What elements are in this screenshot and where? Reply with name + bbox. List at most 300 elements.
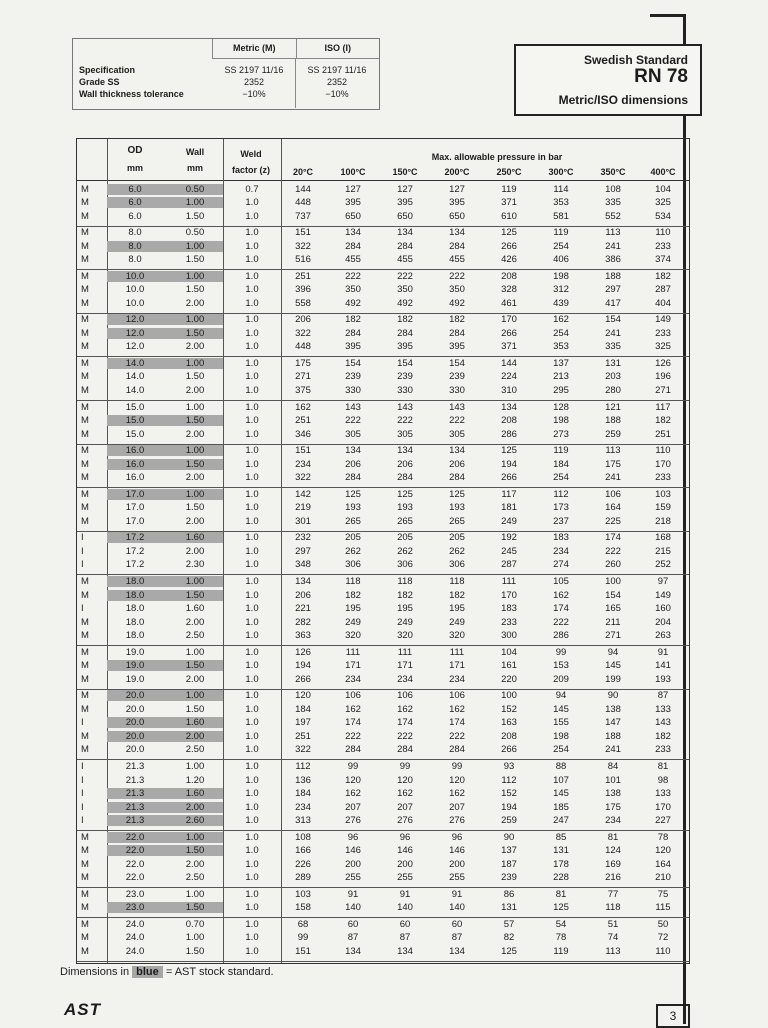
od-cell: 15.0	[125, 415, 145, 427]
pressure-cell: 287	[655, 284, 671, 296]
pressure-cell: 68	[297, 918, 309, 930]
pressure-cell: 110	[655, 227, 671, 239]
pressure-cell: 335	[605, 341, 621, 353]
type-cell: M	[81, 515, 89, 527]
pressure-cell: 184	[295, 788, 311, 800]
table-row	[77, 429, 689, 440]
pressure-cell: 91	[657, 646, 669, 658]
weld-factor-cell: 1.0	[245, 815, 259, 827]
pressure-cell: 106	[605, 488, 621, 500]
pressure-cell: 650	[345, 210, 361, 222]
pressure-cell: 241	[605, 327, 621, 339]
pressure-cell: 286	[501, 428, 517, 440]
pressure-cell: 194	[501, 801, 517, 813]
pressure-cell: 82	[503, 932, 515, 944]
pressure-cell: 166	[295, 845, 311, 857]
od-unit: mm	[126, 163, 143, 173]
pressure-cell: 194	[295, 660, 311, 672]
od-cell: 21.3	[125, 760, 145, 772]
pressure-cell: 125	[449, 488, 465, 500]
pressure-cell: 174	[345, 717, 361, 729]
pressure-cell: 113	[605, 445, 621, 457]
pressure-cell: 282	[295, 616, 311, 628]
pressure-cell: 234	[449, 673, 465, 685]
pressure-cell: 162	[295, 401, 311, 413]
pressure-cell: 151	[295, 227, 311, 239]
pressure-cell: 255	[449, 872, 465, 884]
footer-pre: Dimensions in	[60, 966, 130, 978]
pressure-cell: 164	[605, 502, 621, 514]
pressure-cell: 120	[345, 774, 361, 786]
pressure-cell: 90	[503, 831, 515, 843]
od-cell: 16.0	[125, 472, 145, 484]
type-cell: M	[81, 703, 89, 715]
type-cell: I	[81, 532, 84, 544]
weld-factor-cell: 1.0	[245, 744, 259, 756]
pressure-cell: 77	[607, 888, 619, 900]
pressure-cell: 87	[399, 932, 411, 944]
pressure-cell: 271	[605, 630, 621, 642]
pressure-cell: 233	[655, 744, 671, 756]
weld-factor-cell: 1.0	[245, 545, 259, 557]
pressure-cell: 251	[655, 428, 671, 440]
wall-cell: 1.50	[185, 902, 205, 914]
table-row	[77, 284, 689, 295]
pressure-cell: 266	[501, 472, 517, 484]
pressure-cell: 126	[295, 646, 311, 658]
footer-post: = AST stock standard.	[165, 966, 274, 978]
pressure-cell: 371	[501, 197, 517, 209]
pressure-cell: 221	[295, 603, 311, 615]
type-cell: M	[81, 284, 89, 296]
pressure-cell: 152	[501, 788, 517, 800]
pressure-cell: 262	[345, 545, 361, 557]
wall-cell: 2.50	[185, 630, 205, 642]
pressure-cell: 173	[553, 502, 569, 514]
table-row	[77, 872, 689, 883]
table-row	[77, 358, 689, 369]
pressure-cell: 203	[605, 371, 621, 383]
wall-cell: 1.00	[185, 760, 205, 772]
pressure-cell: 114	[553, 183, 569, 195]
pressure-cell: 162	[345, 788, 361, 800]
weld-factor-cell: 1.0	[245, 445, 259, 457]
pressure-cell: 170	[655, 801, 671, 813]
pressure-cell: 152	[501, 703, 517, 715]
pressure-cell: 120	[655, 845, 671, 857]
table-row	[77, 211, 689, 222]
pressure-cell: 162	[449, 788, 465, 800]
pressure-cell: 222	[605, 545, 621, 557]
weld-factor-cell: 1.0	[245, 270, 259, 282]
od-cell: 10.0	[125, 270, 145, 282]
pressure-cell: 106	[397, 690, 413, 702]
pressure-cell: 107	[553, 774, 569, 786]
pressure-cell: 87	[657, 690, 669, 702]
weld-header: Weld	[240, 149, 262, 159]
pressure-cell: 143	[655, 717, 671, 729]
pressure-cell: 101	[605, 774, 621, 786]
pressure-cell: 160	[655, 603, 671, 615]
pressure-cell: 145	[605, 660, 621, 672]
weld-factor-cell: 1.0	[245, 845, 259, 857]
od-cell: 24.0	[125, 945, 145, 957]
pressure-cell: 301	[295, 515, 311, 527]
pressure-cell: 162	[397, 788, 413, 800]
wall-cell: 1.00	[185, 401, 205, 413]
wall-cell: 1.50	[185, 502, 205, 514]
pressure-cell: 266	[501, 327, 517, 339]
od-cell: 8.0	[128, 240, 142, 252]
pressure-cell: 154	[345, 357, 361, 369]
table-row	[77, 532, 689, 543]
od-cell: 21.3	[125, 788, 145, 800]
weld-factor-cell: 1.0	[245, 210, 259, 222]
od-cell: 22.0	[125, 831, 145, 843]
type-cell: M	[81, 872, 89, 884]
pressure-cell: 455	[397, 254, 413, 266]
table-row	[77, 946, 689, 957]
pressure-cell: 276	[449, 815, 465, 827]
size-group	[77, 269, 689, 314]
type-cell: I	[81, 815, 84, 827]
pressure-cell: 197	[295, 717, 311, 729]
pressure-cell: 306	[397, 559, 413, 571]
pressure-cell: 144	[295, 183, 311, 195]
wall-cell: 2.30	[185, 559, 205, 571]
pressure-cell: 119	[553, 445, 569, 457]
pressure-cell: 234	[295, 801, 311, 813]
pressure-cell: 183	[501, 603, 517, 615]
pressure-cell: 265	[449, 515, 465, 527]
pressure-cell: 233	[655, 240, 671, 252]
type-cell: M	[81, 932, 89, 944]
table-row	[77, 647, 689, 658]
pressure-cell: 198	[553, 730, 569, 742]
weld-factor-cell: 1.0	[245, 472, 259, 484]
pressure-cell: 284	[449, 472, 465, 484]
pressure-cell: 162	[449, 703, 465, 715]
pressure-cell: 188	[605, 270, 621, 282]
table-row	[77, 660, 689, 671]
table-row	[77, 415, 689, 426]
grade-label: Grade SS	[79, 77, 120, 87]
pressure-cell: 322	[295, 472, 311, 484]
pressure-cell: 271	[295, 371, 311, 383]
table-row	[77, 546, 689, 557]
type-cell: M	[81, 428, 89, 440]
od-cell: 21.3	[125, 815, 145, 827]
wall-cell: 1.50	[185, 284, 205, 296]
pressure-cell: 193	[449, 502, 465, 514]
od-cell: 19.0	[125, 673, 145, 685]
pressure-cell: 208	[501, 730, 517, 742]
type-cell: M	[81, 902, 89, 914]
pressure-cell: 284	[397, 327, 413, 339]
pressure-cell: 112	[553, 488, 569, 500]
wall-cell: 1.60	[185, 603, 205, 615]
od-cell: 10.0	[125, 284, 145, 296]
wall-cell: 1.50	[185, 660, 205, 672]
table-row	[77, 617, 689, 628]
pressure-cell: 195	[345, 603, 361, 615]
type-cell: M	[81, 630, 89, 642]
pressure-cell: 60	[399, 918, 411, 930]
pressure-cell: 492	[397, 297, 413, 309]
spec-labels	[79, 64, 184, 100]
pressure-cell: 153	[553, 660, 569, 672]
pressure-cell: 375	[295, 385, 311, 396]
pressure-cell: 206	[295, 589, 311, 601]
pressure-cell: 154	[449, 357, 465, 369]
wall-cell: 1.50	[185, 945, 205, 957]
pressure-cell: 187	[501, 858, 517, 870]
weld-factor-cell: 1.0	[245, 254, 259, 266]
type-cell: M	[81, 744, 89, 756]
pressure-cell: 222	[345, 730, 361, 742]
od-cell: 15.0	[125, 401, 145, 413]
od-cell: 8.0	[128, 254, 142, 266]
pressure-cell: 182	[655, 270, 671, 282]
iso-spec: SS 2197 11/16	[307, 65, 367, 75]
od-cell: 18.0	[125, 603, 145, 615]
title-box	[514, 44, 702, 116]
pressure-cell: 143	[397, 401, 413, 413]
type-cell: I	[81, 603, 84, 615]
table-header	[77, 139, 689, 181]
size-group	[77, 313, 689, 358]
od-cell: 15.0	[125, 428, 145, 440]
pressure-cell: 169	[605, 858, 621, 870]
pressure-cell: 120	[295, 690, 311, 702]
type-cell: M	[81, 472, 89, 484]
pressure-cell: 119	[501, 183, 517, 195]
pressure-cell: 325	[655, 197, 671, 209]
type-cell: I	[81, 545, 84, 557]
pressure-cell: 328	[501, 284, 517, 296]
od-cell: 6.0	[128, 210, 142, 222]
weld-factor-cell: 1.0	[245, 589, 259, 601]
size-group	[77, 887, 689, 918]
wall-cell: 1.00	[185, 932, 205, 944]
pressure-cell: 225	[605, 515, 621, 527]
pressure-cell: 222	[553, 616, 569, 628]
size-group	[77, 531, 689, 576]
pressure-cell: 310	[501, 385, 517, 396]
wall-cell: 2.00	[185, 801, 205, 813]
pressure-cell: 91	[347, 888, 359, 900]
pressure-cell: 284	[345, 744, 361, 756]
weld-factor-cell: 1.0	[245, 616, 259, 628]
pressure-cell: 322	[295, 744, 311, 756]
weld-factor-cell: 1.0	[245, 673, 259, 685]
pressure-cell: 57	[503, 918, 515, 930]
pressure-cell: 312	[553, 284, 569, 296]
pressure-cell: 175	[295, 357, 311, 369]
type-cell: M	[81, 831, 89, 843]
weld-factor-cell: 1.0	[245, 341, 259, 353]
weld-factor-cell: 1.0	[245, 730, 259, 742]
wall-cell: 2.00	[185, 472, 205, 484]
weld-factor-cell: 1.0	[245, 357, 259, 369]
weld-factor-cell: 1.0	[245, 240, 259, 252]
wall-cell: 2.00	[185, 385, 205, 396]
type-cell: M	[81, 297, 89, 309]
pressure-cell: 127	[397, 183, 413, 195]
pressure-cell: 181	[501, 502, 517, 514]
pressure-cell: 260	[605, 559, 621, 571]
od-cell: 19.0	[125, 660, 145, 672]
pressure-cell: 91	[399, 888, 411, 900]
od-cell: 16.0	[125, 445, 145, 457]
weld-factor-cell: 1.0	[245, 488, 259, 500]
pressure-cell: 215	[655, 545, 671, 557]
pressure-cell: 213	[553, 371, 569, 383]
pressure-cell: 222	[397, 730, 413, 742]
pressure-cell: 284	[449, 327, 465, 339]
type-cell: M	[81, 270, 89, 282]
pressure-cell: 99	[297, 932, 309, 944]
pressure-cell: 93	[503, 760, 515, 772]
pressure-cell: 111	[449, 646, 465, 658]
pressure-cell: 117	[501, 488, 517, 500]
type-cell: M	[81, 502, 89, 514]
pressure-cell: 170	[501, 589, 517, 601]
wall-cell: 2.50	[185, 872, 205, 884]
pressure-cell: 178	[553, 858, 569, 870]
table-row	[77, 241, 689, 252]
pressure-cell: 305	[449, 428, 465, 440]
pressure-cell: 185	[553, 801, 569, 813]
pressure-cell: 118	[605, 902, 621, 914]
od-cell: 24.0	[125, 918, 145, 930]
weld-factor-cell: 1.0	[245, 515, 259, 527]
size-group	[77, 645, 689, 690]
wall-cell: 1.00	[185, 576, 205, 587]
pressure-cell: 417	[605, 297, 621, 309]
wall-cell: 1.50	[185, 845, 205, 857]
pressure-cell: 74	[607, 932, 619, 944]
pressure-cell: 182	[397, 589, 413, 601]
pressure-cell: 200	[345, 858, 361, 870]
pressure-cell: 234	[605, 815, 621, 827]
pressure-cell: 205	[345, 532, 361, 544]
size-group	[77, 759, 689, 831]
pressure-cell: 227	[655, 815, 671, 827]
table-row	[77, 402, 689, 413]
pressure-cell: 737	[295, 210, 311, 222]
footer-highlight: blue	[132, 966, 163, 978]
pressure-cell: 96	[347, 831, 359, 843]
pressure-cell: 149	[655, 589, 671, 601]
temp-header: 100°C	[340, 167, 366, 177]
pressure-cell: 134	[295, 576, 311, 587]
pressure-cell: 100	[605, 576, 621, 587]
pressure-cell: 134	[345, 445, 361, 457]
spec-table	[72, 38, 380, 110]
wall-cell: 1.00	[185, 488, 205, 500]
od-cell: 12.0	[125, 341, 145, 353]
metric-header: Metric (M)	[212, 39, 297, 58]
type-cell: M	[81, 371, 89, 383]
od-cell: 14.0	[125, 371, 145, 383]
table-row	[77, 559, 689, 570]
pressure-cell: 145	[553, 788, 569, 800]
iso-header: ISO (I)	[324, 43, 351, 53]
temp-header: 250°C	[496, 167, 522, 177]
pressure-cell: 224	[501, 371, 517, 383]
wall-cell: 1.00	[185, 690, 205, 702]
pressure-cell: 455	[449, 254, 465, 266]
pressure-cell: 75	[657, 888, 669, 900]
od-cell: 17.2	[125, 545, 145, 557]
pressure-cell: 363	[295, 630, 311, 642]
pressure-cell: 162	[553, 314, 569, 326]
table-row	[77, 859, 689, 870]
pressure-cell: 131	[605, 357, 621, 369]
pressure-cell: 125	[553, 902, 569, 914]
pressure-cell: 330	[345, 385, 361, 396]
pressure-cell: 276	[345, 815, 361, 827]
weld-factor-cell: 1.0	[245, 227, 259, 239]
od-cell: 17.0	[125, 515, 145, 527]
pressure-cell: 112	[501, 774, 517, 786]
pressure-cell: 117	[655, 401, 671, 413]
weld-factor-cell: 1.0	[245, 458, 259, 470]
pressure-cell: 395	[345, 341, 361, 353]
pressure-cell: 147	[605, 717, 621, 729]
pressure-cell: 146	[345, 845, 361, 857]
pressure-cell: 287	[501, 559, 517, 571]
pressure-cell: 113	[605, 945, 621, 957]
table-row	[77, 472, 689, 483]
pressure-cell: 125	[501, 945, 517, 957]
pressure-cell: 140	[345, 902, 361, 914]
pressure-cell: 305	[397, 428, 413, 440]
table-row	[77, 889, 689, 900]
weld-factor-cell: 1.0	[245, 831, 259, 843]
pressure-cell: 174	[397, 717, 413, 729]
weld-factor-cell: 1.0	[245, 559, 259, 571]
type-cell: M	[81, 690, 89, 702]
weld-factor-cell: 1.0	[245, 327, 259, 339]
table-row	[77, 590, 689, 601]
pressure-cell: 193	[345, 502, 361, 514]
type-cell: M	[81, 673, 89, 685]
pressure-cell: 353	[553, 341, 569, 353]
pressure-cell: 284	[449, 240, 465, 252]
size-group	[77, 444, 689, 489]
pressure-cell: 96	[399, 831, 411, 843]
pressure-cell: 207	[397, 801, 413, 813]
pressure-cell: 175	[605, 801, 621, 813]
pressure-cell: 322	[295, 327, 311, 339]
pressure-cell: 182	[345, 589, 361, 601]
pressure-cell: 103	[655, 488, 671, 500]
pressure-cell: 137	[553, 357, 569, 369]
pressure-cell: 251	[295, 270, 311, 282]
wall-cell: 0.70	[185, 918, 205, 930]
pressure-cell: 259	[605, 428, 621, 440]
wall-cell: 2.00	[185, 730, 205, 742]
metric-wall: −10%	[242, 89, 266, 99]
pressure-cell: 171	[397, 660, 413, 672]
pressure-cell: 105	[553, 576, 569, 587]
type-cell: M	[81, 646, 89, 658]
od-cell: 23.0	[125, 902, 145, 914]
page-number: 3	[656, 1004, 690, 1028]
pressure-cell: 106	[345, 690, 361, 702]
